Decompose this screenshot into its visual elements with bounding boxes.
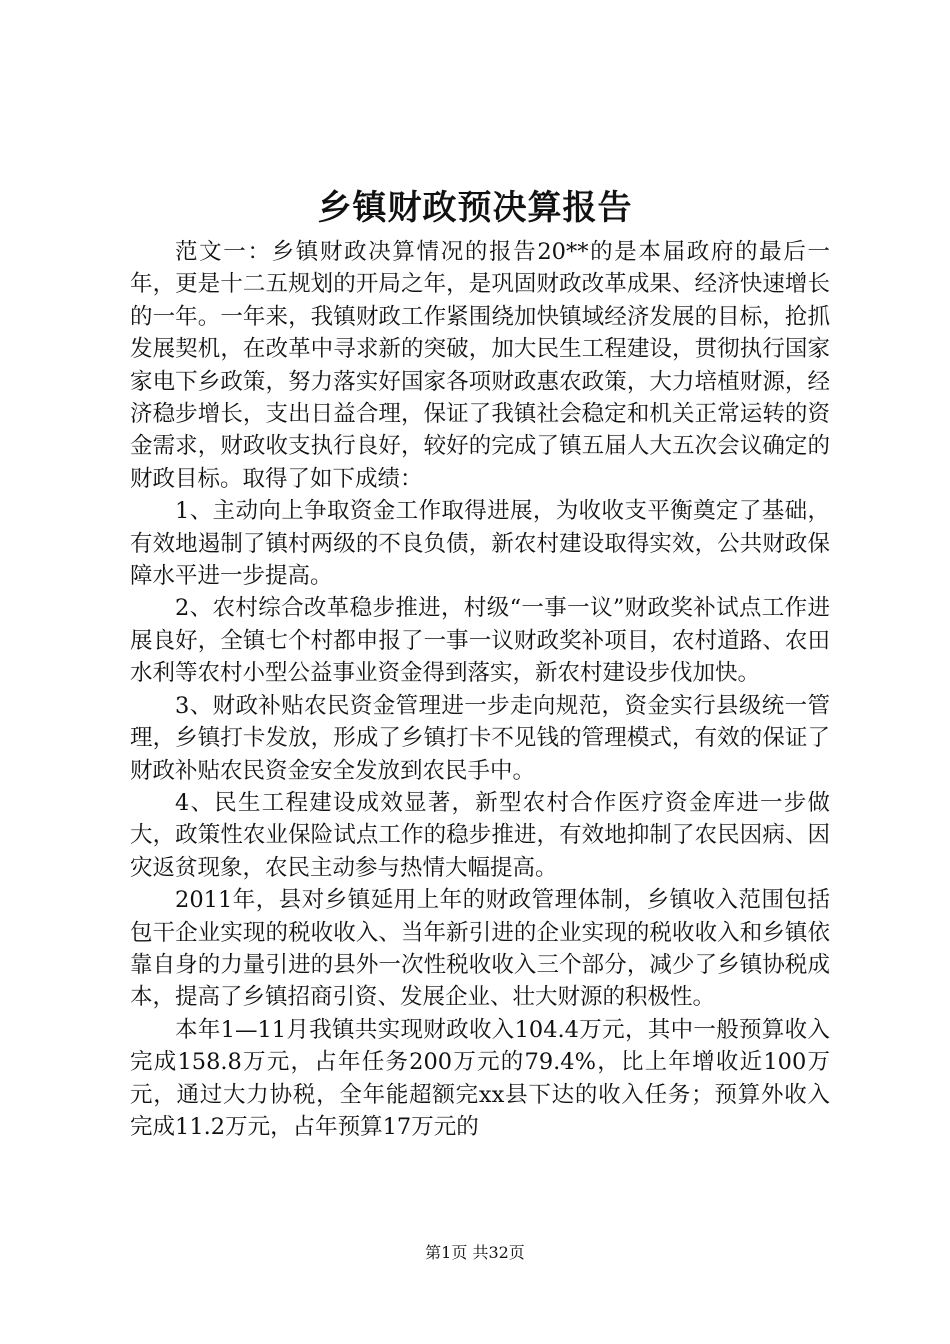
document-body	[130, 236, 830, 1143]
paragraph-item-4: 4、民生工程建设成效显著，新型农村合作医疗资金库进一步做大，政策性农业保险试点工作的稳步推进，有效地抑制了农民因病、因灾返贫现象，农民主动参与热情大幅提高。	[130, 789, 830, 881]
paragraph-revenue: 本年1—11月我镇共实现财政收入104.4万元，其中一般预算收入完成158.8万元，占年任务200万元的79.4%，比上年增收近100万元，通过大力协税，全年能超额完xx县下达的收入任务；预算外收入完成11.2万元，占年预算17万元的	[130, 1016, 830, 1140]
paragraph-item-3: 3、财政补贴农民资金管理进一步走向规范，资金实行县级统一管理，乡镇打卡发放，形成了乡镇打卡不见钱的管理模式，有效的保证了财政补贴农民资金安全发放到农民手中。	[130, 692, 830, 784]
paragraph-2011: 2011年，县对乡镇延用上年的财政管理体制，乡镇收入范围包括包干企业实现的税收收入、当年新引进的企业实现的税收收入和乡镇依靠自身的力量引进的县外一次性税收收入三个部分，减少了乡镇协税成本，提高了乡镇招商引资、发展企业、壮大财源的积极性。	[130, 887, 830, 1011]
paragraph-item-1: 1、主动向上争取资金工作取得进展，为收收支平衡奠定了基础，有效地遏制了镇村两级的不良负债，新农村建设取得实效，公共财政保障水平进一步提高。	[130, 498, 830, 590]
document-title: 乡镇财政预决算报告	[317, 188, 633, 228]
page-number-footer: 第1页 共32页	[425, 1243, 525, 1262]
paragraph-item-2: 2、农村综合改革稳步推进，村级“一事一议”财政奖补试点工作进展良好，全镇七个村都申报了一事一议财政奖补项目，农村道路、农田水利等农村小型公益事业资金得到落实，新农村建设步伐加快。	[130, 595, 830, 687]
paragraph-intro: 范文一：乡镇财政决算情况的报告20**的是本届政府的最后一年，更是十二五规划的开局之年，是巩固财政改革成果、经济快速增长的一年。一年来，我镇财政工作紧围绕加快镇域经济发展的目标，抢抓发展契机，在改革中寻求新的突破，加大民生工程建设，贯彻执行国家家电下乡政策，努力落实好国家各项财政惠农政策，大力培植财源，经济稳步增长，支出日益合理，保证了我镇社会稳定和机关正常运转的资金需求，财政收支执行良好，较好的完成了镇五届人大五次会议确定的财政目标。取得了如下成绩：	[130, 239, 830, 492]
